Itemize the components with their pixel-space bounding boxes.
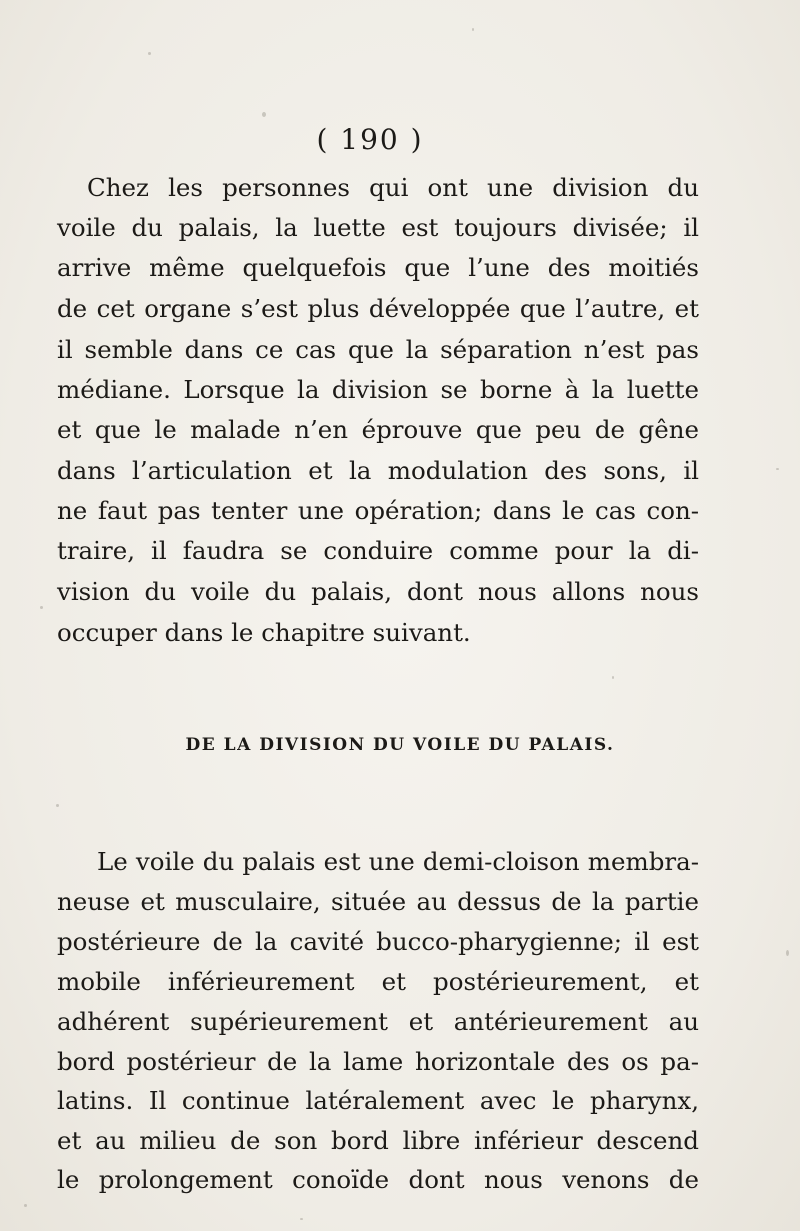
paragraph-1-line: dans l’articulation et la modulation des sons, il [57, 456, 699, 485]
paper-speck [24, 1204, 27, 1207]
paper-speck [262, 112, 266, 117]
paper-speck [776, 468, 779, 470]
paper-speck [40, 606, 43, 609]
paragraph-2-line: le prolongement conoïde dont nous venons de [57, 1165, 699, 1194]
paragraph-1-line: il semble dans ce cas que la séparation n’est pas [57, 335, 699, 364]
paper-speck [472, 28, 474, 31]
paragraph-1-line: et que le malade n’en éprouve que peu de gêne [57, 415, 699, 444]
paper-speck [300, 1218, 303, 1220]
paragraph-1-line: médiane. Lorsque la division se borne à la luette [57, 375, 699, 404]
paragraph-2-line: latins. Il continue latéralement avec le pharynx, [57, 1086, 699, 1115]
page-number: ( 190 ) [316, 123, 424, 156]
paper-speck [786, 950, 789, 956]
paragraph-1-line: ne faut pas tenter une opération; dans le cas con- [57, 496, 699, 525]
paragraph-1-line: de cet organe s’est plus développée que l’autre, et [57, 294, 699, 323]
paragraph-1-line: vision du voile du palais, dont nous allons nous [57, 577, 699, 606]
paragraph-1-line: Chez les personnes qui ont une division du [87, 173, 699, 202]
paper-speck [612, 676, 614, 679]
paragraph-2-line: neuse et musculaire, située au dessus de la partie [57, 887, 699, 916]
section-heading: DE LA DIVISION DU VOILE DU PALAIS. [185, 735, 615, 755]
paragraph-1-line: traire, il faudra se conduire comme pour la di- [57, 536, 699, 565]
paragraph-1-line: voile du palais, la luette est toujours divisée; il [57, 213, 699, 242]
paragraph-1-line: arrive même quelquefois que l’une des moitiés [57, 253, 699, 282]
paragraph-2-line: adhérent supérieurement et antérieurement au [57, 1007, 699, 1036]
paragraph-2-line: et au milieu de son bord libre inférieur descend [57, 1126, 699, 1155]
paragraph-2-line: bord postérieur de la lame horizontale des os pa- [57, 1047, 699, 1076]
paragraph-2-line: mobile inférieurement et postérieurement, et [57, 967, 699, 996]
paper-speck [148, 52, 151, 55]
paper-speck [56, 804, 59, 807]
paragraph-2-line: Le voile du palais est une demi-cloison membra- [97, 847, 699, 876]
paragraph-2-line: postérieure de la cavité bucco-pharygienne; il est [57, 927, 699, 956]
paragraph-1-line: occuper dans le chapitre suivant. [57, 618, 471, 647]
